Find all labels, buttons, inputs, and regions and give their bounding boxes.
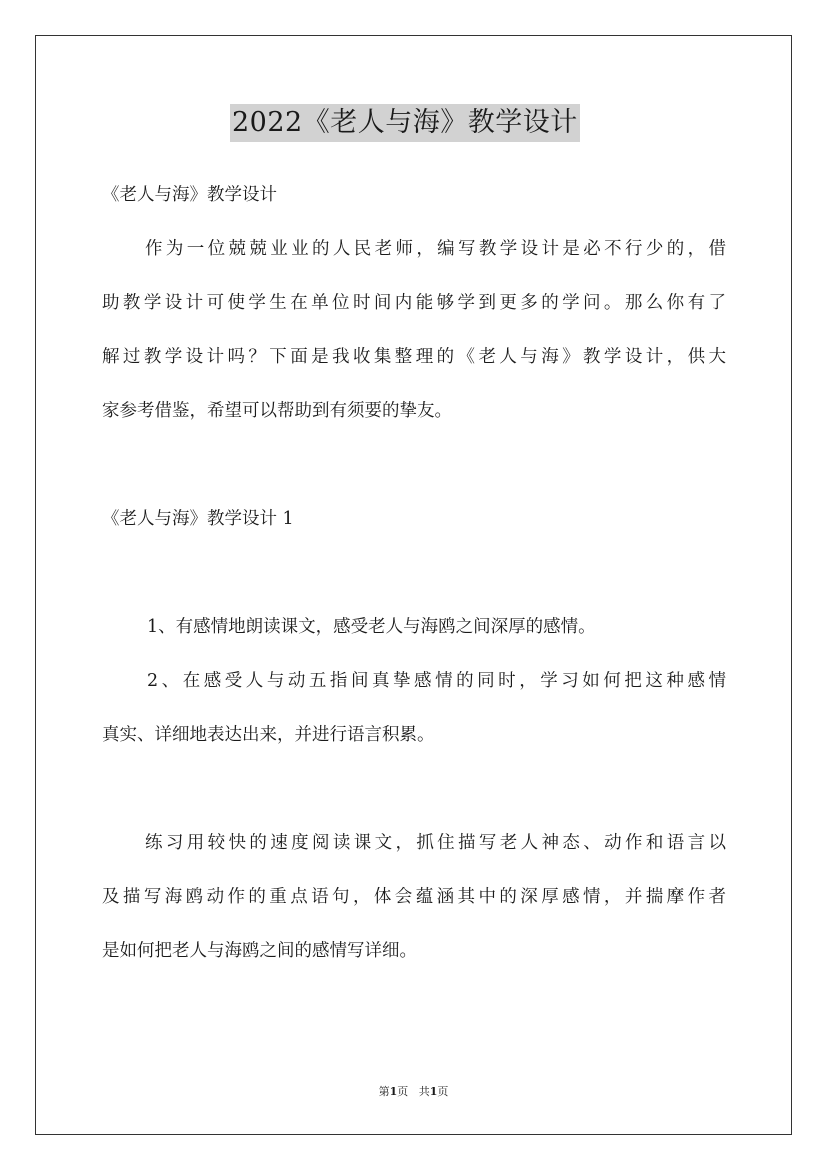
document-title: 2022《老人与海》教学设计 (230, 104, 580, 142)
intro-line-3: 解过教学设计吗？下面是我收集整理的《老人与海》教学设计，供大 (102, 347, 726, 367)
intro-line-2: 助教学设计可使学生在单位时间内能够学到更多的学问。那么你有了 (102, 293, 726, 313)
section-heading: 《老人与海》教学设计 1 (102, 509, 294, 529)
practice-line-2: 及描写海鸥动作的重点语句，体会蕴涵其中的深厚感情，并揣摩作者 (102, 887, 726, 907)
footer-total-number: 1 (429, 1085, 438, 1098)
footer-page-prefix: 第 (378, 1085, 390, 1098)
practice-line-3: 是如何把老人与海鸥之间的感情写详细。 (102, 941, 417, 961)
footer-total-suffix: 页 (437, 1085, 449, 1098)
goal-line-1: 1、有感情地朗读课文，感受老人与海鸥之间深厚的感情。 (147, 617, 596, 637)
page-footer (0, 1083, 827, 1099)
goal-line-3: 真实、详细地表达出来，并进行语言积累。 (102, 725, 435, 745)
goal-line-2: 2、在感受人与动五指间真挚感情的同时，学习如何把这种感情 (147, 671, 726, 691)
subheading: 《老人与海》教学设计 (102, 185, 277, 205)
intro-line-1: 作为一位兢兢业业的人民老师，编写教学设计是必不行少的，借 (145, 239, 726, 259)
footer-page-number: 1 (389, 1085, 398, 1098)
footer-page-suffix: 页 (397, 1085, 409, 1098)
intro-line-4: 家参考借鉴，希望可以帮助到有须要的挚友。 (102, 401, 452, 421)
footer-total-prefix: 共 (418, 1085, 430, 1098)
practice-line-1: 练习用较快的速度阅读课文，抓住描写老人神态、动作和语言以 (145, 833, 726, 853)
